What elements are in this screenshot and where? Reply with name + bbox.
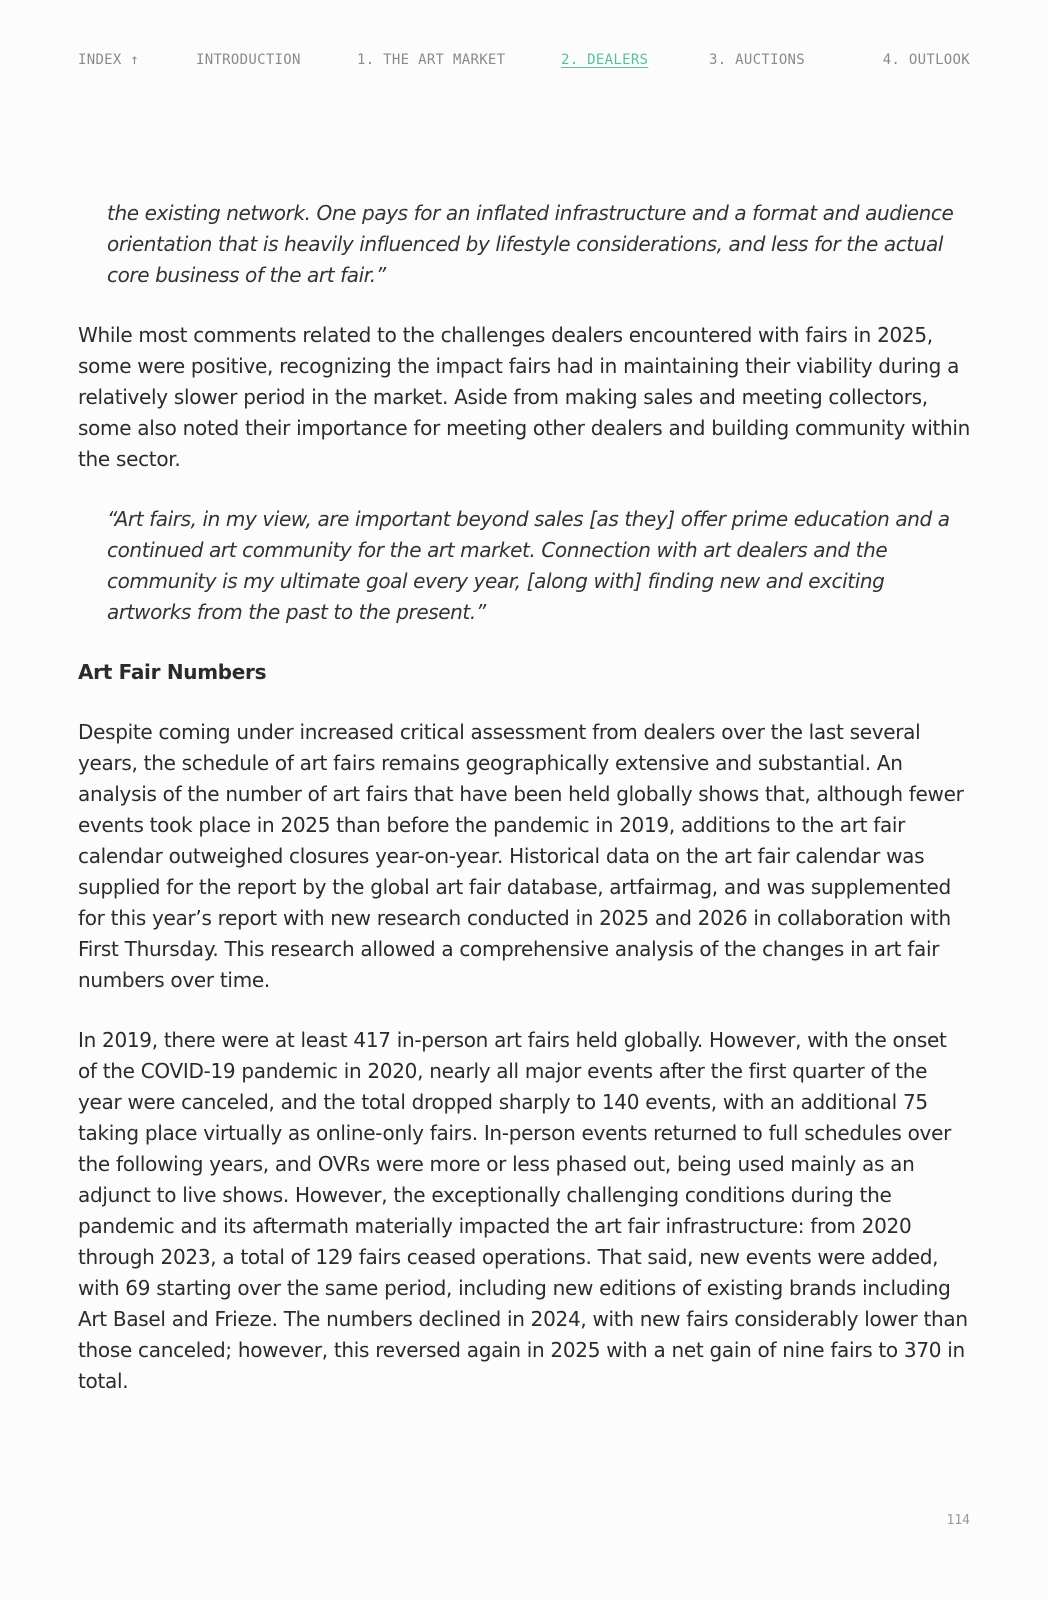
top-navigation <box>78 52 970 76</box>
dealer-quote-continuation: the existing network. One pays for an inflated infrastructure and a format and audience orientation that is heavily influenced by lifestyle considerations, and less for the actual core business of the art fair.” <box>107 201 954 287</box>
nav-link-dealers[interactable]: 2. DEALERS <box>561 52 649 68</box>
page-content <box>78 198 970 1426</box>
section-heading: Art Fair Numbers <box>78 660 267 684</box>
dealer-quote-art-community: “Art fairs, in my view, are important beyond sales [as they] offer prime education and a continued art community for the art market. Connection with art dealers and the community is my ultimate goal every year, [along with] finding new and exciting artworks from the past to the present.” <box>107 507 950 624</box>
nav-link-index[interactable]: INDEX ↑ <box>78 52 140 68</box>
body-paragraph-fair-history: In 2019, there were at least 417 in-person art fairs held globally. However, with the onset of the COVID-19 pandemic in 2020, nearly all major events after the first quarter of the year were canceled, and the total dropped sharply to 140 events, with an additional 75 taking place virtually as online-only fairs. In-person events returned to full schedules over the following years, and OVRs were more or less phased out, being used mainly as an adjunct to live shows. However, the exceptionally challenging conditions during the pandemic and its aftermath materially impacted the art fair infrastructure: from 2020 through 2023, a total of 129 fairs ceased operations. That said, new events were added, with 69 starting over the same period, including new editions of existing brands including Art Basel and Frieze. The numbers declined in 2024, with new fairs considerably lower than those canceled; however, this reversed again in 2025 with a net gain of nine fairs to 370 in total. <box>78 1028 968 1393</box>
body-paragraph-fair-comments: While most comments related to the challenges dealers encountered with fairs in 2025, some were positive, recognizing the impact fairs had in maintaining their viability during a relatively slower period in the market. Aside from making sales and meeting collectors, some also noted their importance for meeting other dealers and building community within the sector. <box>78 323 971 471</box>
body-paragraph-fair-analysis: Despite coming under increased critical assessment from dealers over the last several years, the schedule of art fairs remains geographically extensive and substantial. An analysis of the number of art fairs that have been held globally shows that, although fewer events took place in 2025 than before the pandemic in 2019, additions to the art fair calendar outweighed closures year-on-year. Historical data on the art fair calendar was supplied for the report by the global art fair database, artfairmag, and was supplemented for this year’s report with new research conducted in 2025 and 2026 in collaboration with First Thursday. This research allowed a comprehensive analysis of the changes in art fair numbers over time. <box>78 720 964 992</box>
nav-link-auctions[interactable]: 3. AUCTIONS <box>709 52 806 68</box>
nav-link-art-market[interactable]: 1. THE ART MARKET <box>357 52 506 68</box>
page-number: 114 <box>946 1513 970 1528</box>
nav-link-introduction[interactable]: INTRODUCTION <box>196 52 301 68</box>
nav-link-outlook[interactable]: 4. OUTLOOK <box>882 52 970 68</box>
